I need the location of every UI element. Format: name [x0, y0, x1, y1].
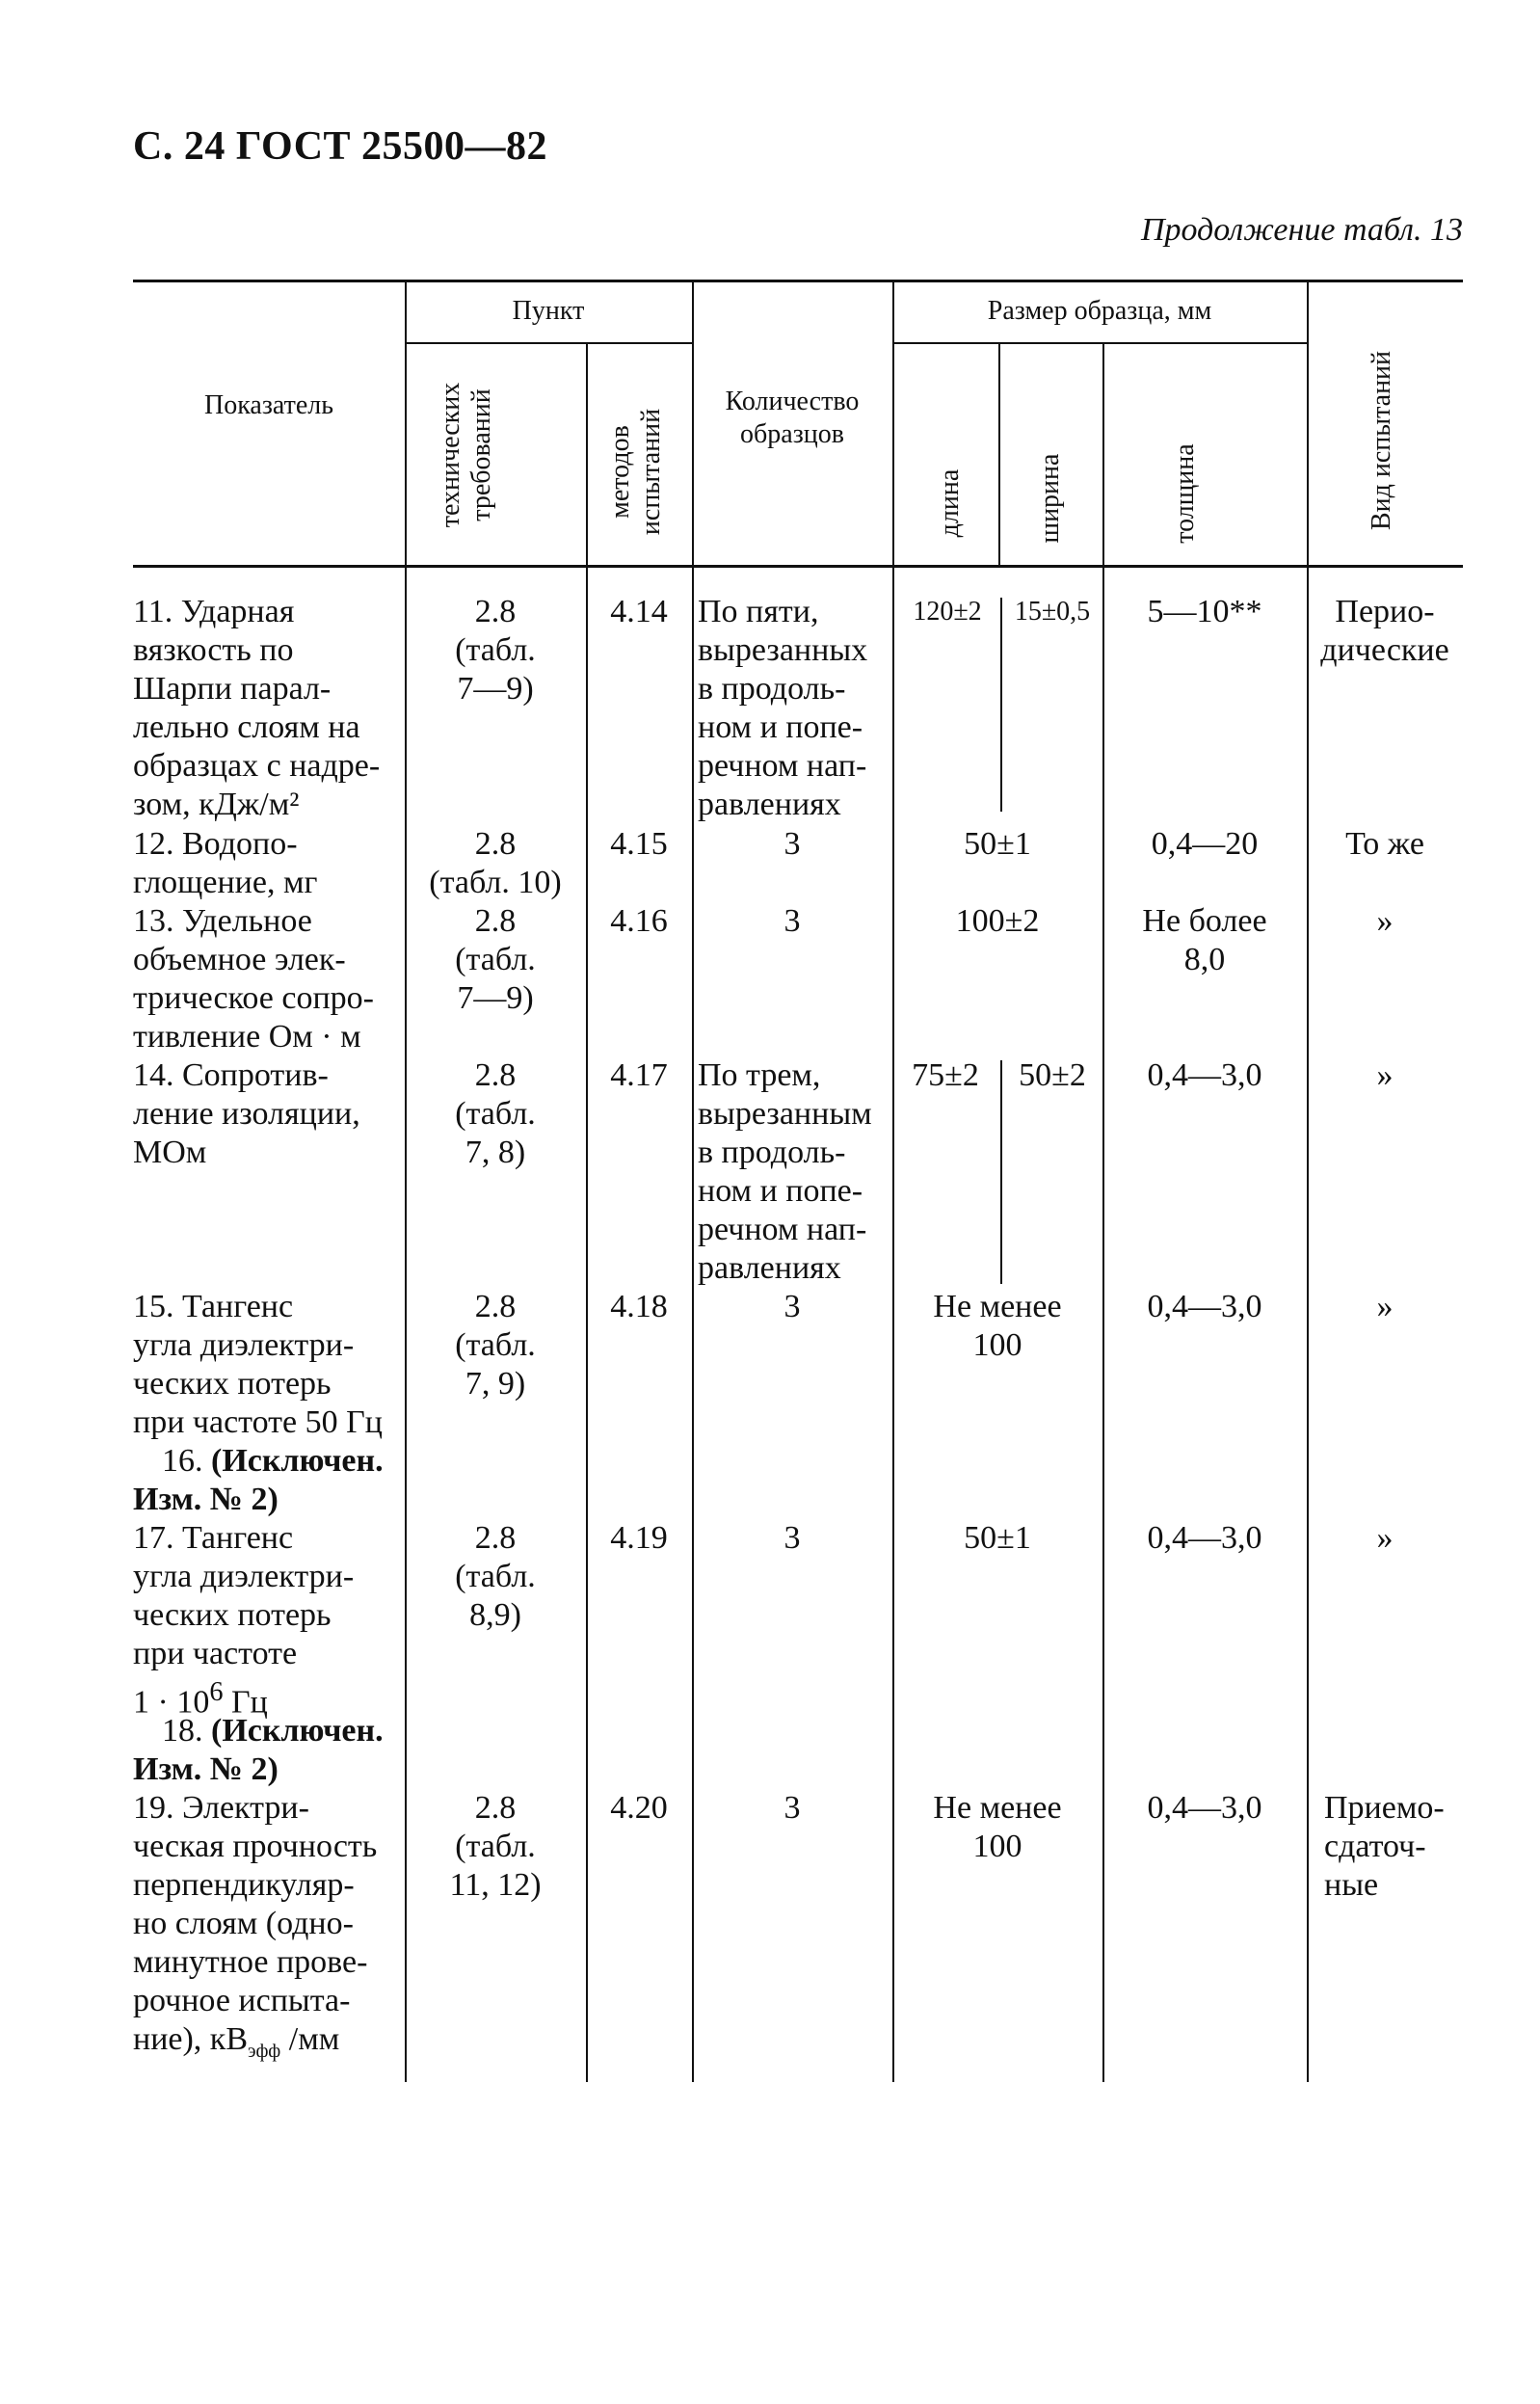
- row15-indicator: 15. Тангенс угла диэлектри- ческих потерь при частоте 50 Гц: [133, 1289, 383, 1440]
- row14-tech: 2.8 (табл. 7, 8): [455, 1057, 536, 1170]
- row13-type: »: [1376, 903, 1394, 939]
- col-divider: [1307, 280, 1309, 2082]
- page-header: С. 24 ГОСТ 25500—82: [133, 124, 548, 169]
- table-caption: Продолжение табл. 13: [1140, 212, 1463, 248]
- row12-size: 50±1: [964, 826, 1031, 862]
- row11-length: 120±2: [913, 597, 982, 627]
- row17-method: 4.19: [610, 1520, 668, 1556]
- row16-indicator: [133, 1442, 405, 1519]
- row13-size: 100±2: [955, 903, 1040, 939]
- row14-thickness: 0,4—3,0: [1147, 1057, 1262, 1093]
- row19-indicator-text: 19. Электри- ческая прочность перпендикуляр- но слоям (одно- минутное прове- рочное испыта-: [133, 1790, 378, 2018]
- row19-indicator: [133, 1789, 405, 2070]
- row12-type: То же: [1345, 826, 1424, 862]
- table-top-rule: [133, 280, 1463, 282]
- row12-thickness: 0,4—20: [1151, 826, 1259, 862]
- punkt-subrule: [405, 342, 692, 344]
- row15-count: 3: [783, 1289, 801, 1324]
- row11-type: Перио- дические: [1320, 594, 1449, 668]
- row15-thickness: 0,4—3,0: [1147, 1289, 1262, 1324]
- header-test-type: Вид испытаний: [1367, 350, 1396, 531]
- row19-tech: 2.8 (табл. 11, 12): [449, 1790, 542, 1903]
- row17-indicator-sup: 6: [209, 1677, 224, 1707]
- row14-type: »: [1376, 1057, 1394, 1093]
- row11-method: 4.14: [610, 594, 668, 629]
- row11-count: По пяти, вырезанных в продоль- ном и попе- речном нап- равлениях: [698, 594, 868, 822]
- row17-count: 3: [783, 1520, 801, 1556]
- row12-tech: 2.8 (табл. 10): [429, 826, 562, 900]
- row18-indicator: [133, 1712, 405, 1789]
- row12-method: 4.15: [610, 826, 668, 862]
- header-width: ширина: [1035, 453, 1065, 544]
- row17-indicator: [133, 1519, 405, 1722]
- row17-thickness: 0,4—3,0: [1147, 1520, 1262, 1556]
- header-tech-req: технических требований: [436, 382, 497, 528]
- row14-count: По трем, вырезанным в продоль- ном и попе- речном нап- равлениях: [698, 1057, 872, 1286]
- row16-number: 16.: [162, 1443, 203, 1479]
- row15-tech: 2.8 (табл. 7, 9): [455, 1289, 536, 1402]
- row19-type: Приемо- сдаточ- ные: [1324, 1790, 1445, 1903]
- row15-type: »: [1376, 1289, 1394, 1324]
- row11-indicator: 11. Ударная вязкость по Шарпи парал- лельно слоям на образцах с надре- зом, кДж/м²: [133, 594, 381, 822]
- row19-indicator-tail: ние), кВ: [133, 2021, 248, 2057]
- row17-size: 50±1: [964, 1520, 1031, 1556]
- row15-size: Не менее 100: [933, 1289, 1062, 1363]
- row12-count: 3: [783, 826, 801, 862]
- row12-indicator: 12. Водопо- глощение, мг: [133, 826, 318, 900]
- row18-number: 18.: [162, 1713, 203, 1749]
- row17-tech: 2.8 (табл. 8,9): [455, 1520, 536, 1633]
- row13-method: 4.16: [610, 903, 668, 939]
- row14-length: 75±2: [912, 1057, 979, 1093]
- header-thickness: толщина: [1170, 443, 1200, 544]
- header-bottom-rule: [133, 565, 1463, 568]
- header-methods: методов испытаний: [605, 408, 667, 536]
- row18-excluded-note: (Исключен. Изм. № 2): [133, 1713, 384, 1787]
- header-size: Размер образца, мм: [987, 296, 1212, 326]
- row17-indicator-tail: 1 · 10: [133, 1684, 210, 1721]
- row19-indicator-sub: эфф: [248, 2040, 281, 2062]
- row19-method: 4.20: [610, 1790, 668, 1826]
- size-subrule: [892, 342, 1307, 344]
- row17-indicator-unit: Гц: [223, 1684, 268, 1721]
- row14-method: 4.17: [610, 1057, 668, 1093]
- col-divider: [998, 342, 1000, 565]
- row15-method: 4.18: [610, 1289, 668, 1324]
- row11-tech: 2.8 (табл. 7—9): [455, 594, 536, 707]
- row17-indicator-text: 17. Тангенс угла диэлектри- ческих потерь при частоте: [133, 1520, 355, 1671]
- row13-indicator: 13. Удельное объемное элек- трическое сопро- тивление Ом · м: [133, 903, 375, 1055]
- row16-excluded-note: (Исключен. Изм. № 2): [133, 1443, 384, 1517]
- row17-type: »: [1376, 1520, 1394, 1556]
- row19-size: Не менее 100: [933, 1790, 1062, 1864]
- row13-tech: 2.8 (табл. 7—9): [455, 903, 536, 1016]
- row19-count: 3: [783, 1790, 801, 1826]
- row13-thickness: Не более 8,0: [1142, 903, 1267, 977]
- row13-count: 3: [783, 903, 801, 939]
- row14-width: 50±2: [1019, 1057, 1086, 1093]
- header-length: длина: [935, 468, 965, 538]
- row19-indicator-unit: /мм: [280, 2021, 340, 2057]
- header-punkt: Пункт: [512, 296, 585, 326]
- row14-indicator: 14. Сопротив- ление изоляции, МОм: [133, 1057, 360, 1170]
- row11-thickness: 5—10**: [1147, 594, 1262, 629]
- header-indicator: Показатель: [204, 390, 333, 420]
- header-count: Количество образцов: [725, 387, 860, 450]
- row11-width: 15±0,5: [1014, 597, 1091, 627]
- row19-thickness: 0,4—3,0: [1147, 1790, 1262, 1826]
